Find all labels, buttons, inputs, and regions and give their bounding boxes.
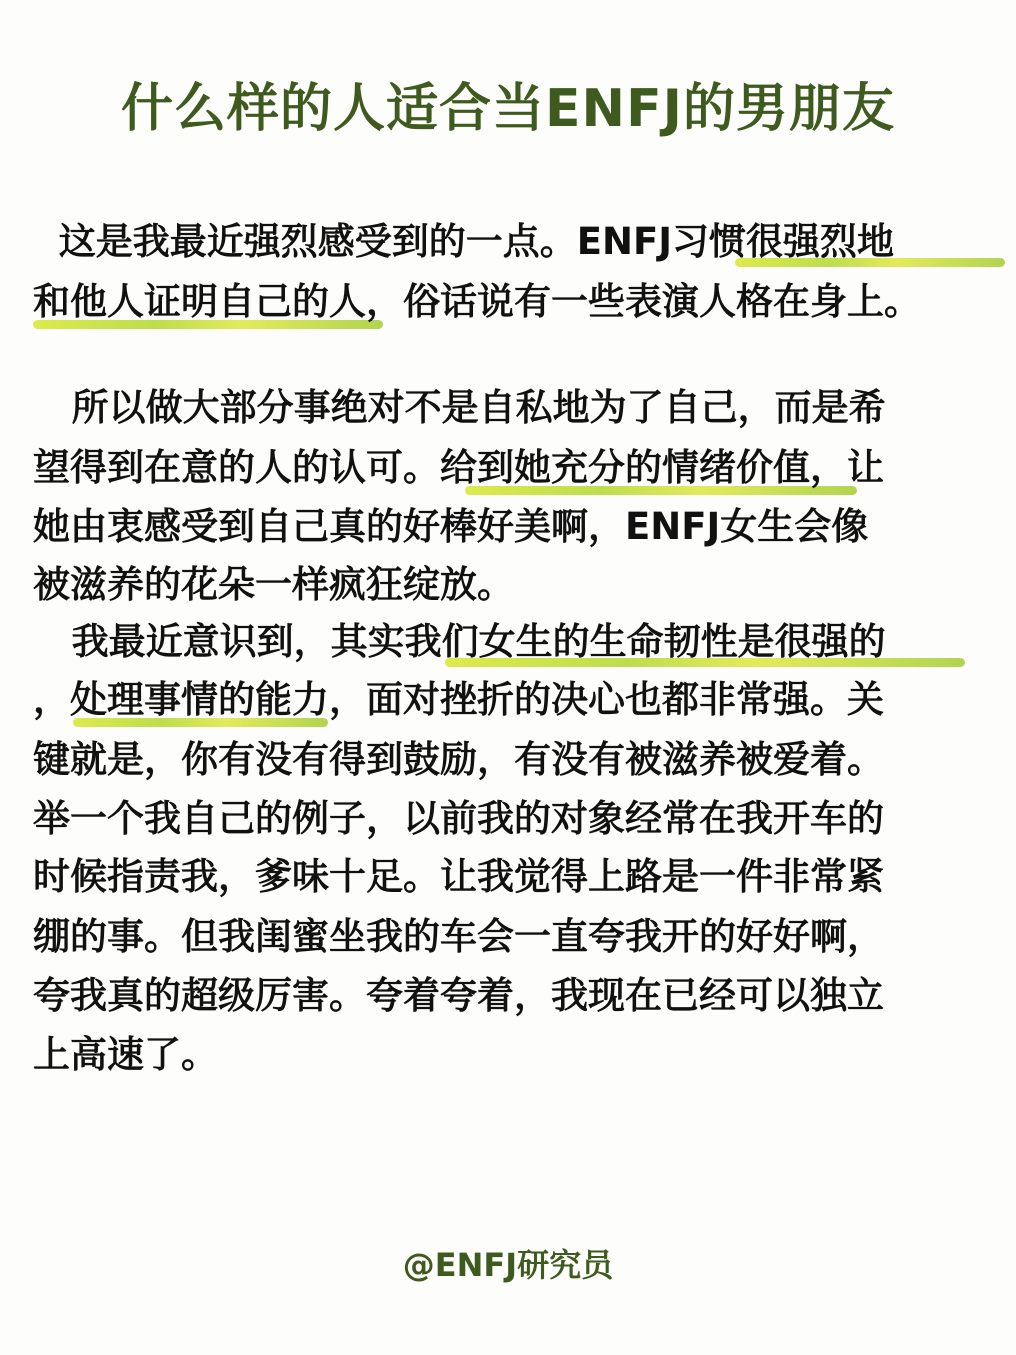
paragraph-3-line-3 [33,730,884,790]
text-line: 所以做大部分事绝对不是自私地为了自己，而是希 [33,386,886,429]
text-line: 绷的事。但我闺蜜坐我的车会一直夸我开的好好啊， [33,915,884,958]
paragraph-3-line-4 [33,789,884,849]
paragraph-2-line-3 [33,497,868,557]
paragraph-3-line-7 [33,966,884,1026]
text-line: 和他人证明自己的人，俗话说有一些表演人格在身上。 [33,280,921,323]
paragraph-3-line-5 [33,847,884,907]
paragraph-3-line-8 [33,1025,218,1085]
paragraph-3-line-1 [33,612,886,672]
paragraph-2-line-4 [33,555,514,615]
text-line: 望得到在意的人的认可。给到她充分的情绪价值，让 [33,446,884,489]
text-line: 时候指责我，爹味十足。让我觉得上路是一件非常紧 [33,855,884,898]
text-line: 被滋养的花朵一样疯狂绽放。 [33,563,514,606]
text-line: 举一个我自己的例子，以前我的对象经常在我开车的 [33,797,884,840]
text-line: 她由衷感受到自己真的好棒好美啊，ENFJ女生会像 [33,505,869,548]
paragraph-1-line-2 [33,272,921,332]
text-line: 夸我真的超级厉害。夸着夸着，我现在已经可以独立 [33,974,884,1017]
text-line: 我最近意识到，其实我们女生的生命韧性是很强的 [33,620,886,663]
text-line: ，处理事情的能力，面对挫折的决心也都非常强。关 [33,678,884,721]
text-line: 这是我最近强烈感受到的一点。ENFJ习惯很强烈地 [33,220,895,263]
author-handle: @ENFJ研究员 [402,1246,614,1284]
text-line: 上高速了。 [33,1033,218,1076]
paragraph-3-line-2 [33,670,884,730]
paragraph-1-line-1 [33,212,894,272]
paragraph-2-line-1 [33,378,886,438]
paragraph-3-line-6 [33,907,884,967]
text-line: 键就是，你有没有得到鼓励，有没有被滋养被爱着。 [33,738,884,781]
page-title: 什么样的人适合当ENFJ的男朋友 [121,79,895,139]
paragraph-2-line-2 [33,438,884,498]
